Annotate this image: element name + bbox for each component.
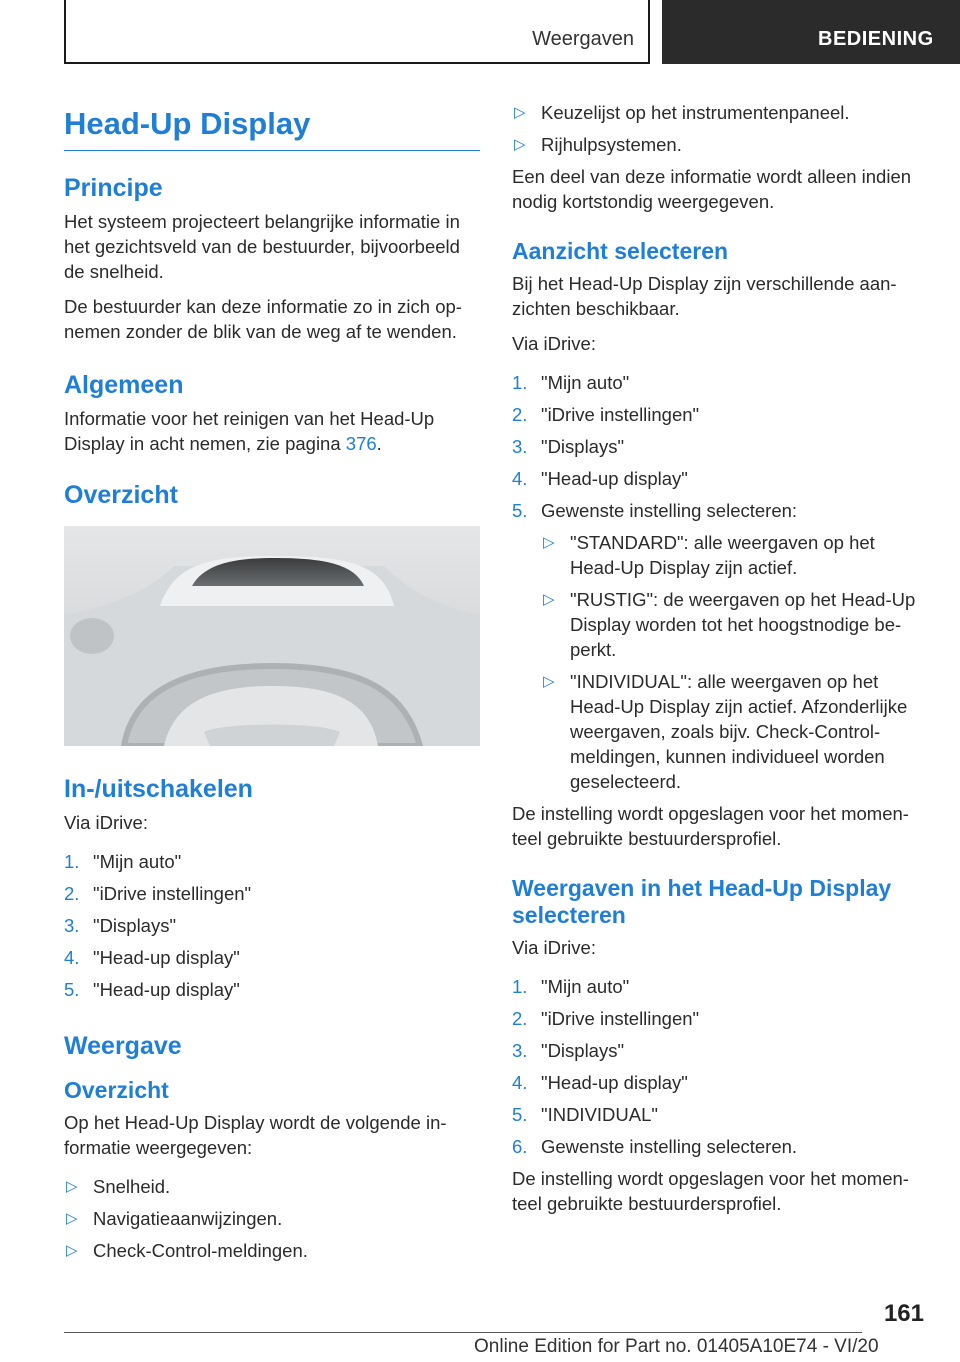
aanzicht-saved-note: De instelling wordt opgeslagen voor het momen-teel gebruikte bestuurdersprofiel. [512,803,909,849]
list-item: ▷ Keuzelijst op het instrumentenpaneel. [514,102,850,123]
principe-paragraph-1: Het systeem projecteert belangrijke informatie in het gezichtsveld van de bestuurder, bijvoorbeeld de snelheid. [64,211,460,282]
weergaven-saved-note: De instelling wordt opgeslagen voor het momen-teel gebruikte bestuurdersprofiel. [512,1168,909,1214]
list-item: 2. "iDrive instellingen" [64,883,252,904]
list-item: 3. "Displays" [512,1040,625,1061]
page-reference-link[interactable]: 376 [345,433,377,454]
weergave-heading: Weergave [64,1032,182,1060]
aanzicht-paragraph: Bij het Head-Up Display zijn verschillende aan-zichten beschikbaar. [512,273,897,319]
list-item: 4. "Head-up display" [512,468,688,489]
list-item: 2. "iDrive instellingen" [512,1008,700,1029]
dashboard-illustration [64,526,480,746]
principe-heading: Principe [64,174,163,202]
aanzicht-options [541,530,930,794]
footer-divider [64,1332,862,1333]
weergave-items [64,1174,480,1263]
list-item: ▷ "STANDARD": alle weergaven op het Head-Up Display zijn actief. [543,532,875,578]
triangle-bullet-icon: ▷ [543,534,555,551]
list-item: 1. "Mijn auto" [512,372,630,393]
page-number: 161 [883,1300,924,1327]
list-item: 3. "Displays" [512,436,625,457]
in-uitschakelen-heading: In-/uitschakelen [64,775,253,803]
algemeen-paragraph: Informatie voor het reinigen van het Head-Up Display in acht nemen, zie pagina 376. [64,408,435,454]
list-item: 5. Gewenste instelling selecteren: ▷ "STANDARD": alle weergaven op het Head-Up Display zijn actief. ▷ "RUSTIG": de weergaven op het Head-Up Display worden tot het hoogstnodige be-perkt. ▷ "INDIVIDUAL": alle weergaven op het Head-Up Display zijn actief. Afzonderlijke weergaven, zoals bijv. Check-Control-meldingen, kunnen individueel worden geselecteerd. [512,498,930,794]
overzicht-heading: Overzicht [64,481,178,509]
weergaven-via: Via iDrive: [512,937,596,958]
list-item: 4. "Head-up display" [512,1072,688,1093]
head-up-display-photo [64,526,480,746]
triangle-bullet-icon: ▷ [66,1178,78,1195]
page-title: Head-Up Display [64,106,311,141]
aanzicht-steps [512,370,930,794]
display-items-continued [512,100,930,157]
header-section-title: Weergaven [532,28,634,50]
list-item: ▷ "INDIVIDUAL": alle weergaven op het Head-Up Display zijn actief. Afzonderlijke weergaven, zoals bijv. Check-Control-meldingen, kunnen individueel worden geselecteerd. [543,671,908,792]
list-item: 6. Gewenste instelling selecteren. [512,1136,798,1157]
weergaven-selecteren-heading: Weergaven in het Head-Up Display selecteren [512,875,892,928]
list-item: 2. "iDrive instellingen" [512,404,700,425]
triangle-bullet-icon: ▷ [543,591,555,608]
list-item: 1. "Mijn auto" [64,851,182,872]
list-item: ▷ Snelheid. [66,1176,171,1197]
principe-paragraph-2: De bestuurder kan deze informatie zo in zich op-nemen zonder de blik van de weg af te wenden. [64,296,462,342]
in-uitschakelen-via: Via iDrive: [64,812,148,833]
weergave-overzicht-subheading: Overzicht [64,1077,169,1103]
header-chapter-title: BEDIENING [662,0,960,64]
list-item: ▷ Navigatieaanwijzingen. [66,1208,283,1229]
aanzicht-via: Via iDrive: [512,333,596,354]
title-divider [64,150,480,151]
right-column [512,100,930,1226]
triangle-bullet-icon: ▷ [66,1210,78,1227]
triangle-bullet-icon: ▷ [543,673,555,690]
weergaven-steps [512,974,930,1159]
in-uitschakelen-steps [64,849,480,1002]
list-item: 5. "Head-up display" [64,979,240,1000]
triangle-bullet-icon: ▷ [66,1242,78,1259]
list-item: ▷ "RUSTIG": de weergaven op het Head-Up Display worden tot het hoogstnodige be-perkt. [543,589,916,660]
left-column [64,104,480,1270]
algemeen-heading: Algemeen [64,371,184,399]
list-item: ▷ Rijhulpsystemen. [514,134,682,155]
list-item: 4. "Head-up display" [64,947,240,968]
aanzicht-heading: Aanzicht selecteren [512,238,729,264]
list-item: 3. "Displays" [64,915,177,936]
list-item: 5. "INDIVIDUAL" [512,1104,658,1125]
triangle-bullet-icon: ▷ [514,136,526,153]
triangle-bullet-icon: ▷ [514,104,526,121]
display-note-paragraph: Een deel van deze informatie wordt alleen indien nodig kortstondig weergegeven. [512,166,912,212]
edition-note: Online Edition for Part no. 01405A10E74 - VI/20 [474,1336,879,1357]
weergave-paragraph: Op het Head-Up Display wordt de volgende in-formatie weergegeven: [64,1112,447,1158]
list-item: ▷ Check-Control-meldingen. [66,1240,308,1261]
list-item: 1. "Mijn auto" [512,976,630,997]
